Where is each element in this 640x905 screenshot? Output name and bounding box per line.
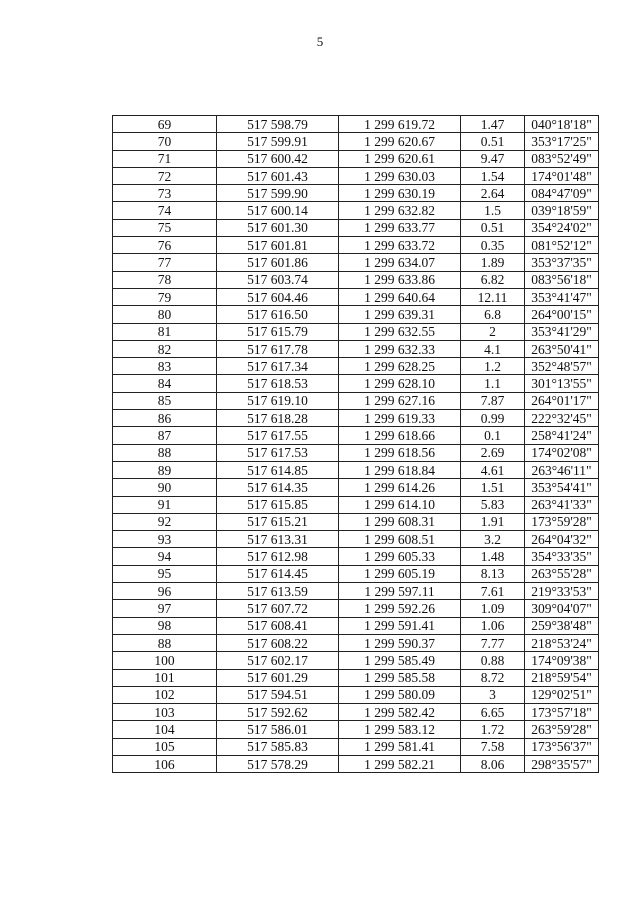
- point-number-cell: 69: [113, 116, 217, 133]
- x-coordinate-cell: 517 617.34: [217, 358, 339, 375]
- x-coordinate-cell: 517 612.98: [217, 548, 339, 565]
- table-row: [113, 340, 599, 357]
- bearing-cell: 173°56'37": [525, 738, 599, 755]
- x-coordinate-cell: 517 608.41: [217, 617, 339, 634]
- bearing-cell: 174°09'38": [525, 652, 599, 669]
- table-row: [113, 116, 599, 133]
- y-coordinate-cell: 1 299 614.26: [339, 479, 461, 496]
- distance-cell: 1.2: [461, 358, 525, 375]
- point-number-cell: 76: [113, 237, 217, 254]
- table-row: [113, 202, 599, 219]
- x-coordinate-cell: 517 601.30: [217, 219, 339, 236]
- bearing-cell: 263°41'33": [525, 496, 599, 513]
- bearing-cell: 258°41'24": [525, 427, 599, 444]
- point-number-cell: 83: [113, 358, 217, 375]
- distance-cell: 4.1: [461, 340, 525, 357]
- bearing-cell: 354°33'35": [525, 548, 599, 565]
- table-row: [113, 738, 599, 755]
- bearing-cell: 263°59'28": [525, 721, 599, 738]
- bearing-cell: 264°01'17": [525, 392, 599, 409]
- y-coordinate-cell: 1 299 608.31: [339, 513, 461, 530]
- point-number-cell: 100: [113, 652, 217, 669]
- y-coordinate-cell: 1 299 597.11: [339, 583, 461, 600]
- table-row: [113, 548, 599, 565]
- y-coordinate-cell: 1 299 633.77: [339, 219, 461, 236]
- point-number-cell: 90: [113, 479, 217, 496]
- table-row: [113, 323, 599, 340]
- y-coordinate-cell: 1 299 630.03: [339, 167, 461, 184]
- point-number-cell: 93: [113, 531, 217, 548]
- y-coordinate-cell: 1 299 618.66: [339, 427, 461, 444]
- point-number-cell: 84: [113, 375, 217, 392]
- distance-cell: 1.48: [461, 548, 525, 565]
- distance-cell: 7.61: [461, 583, 525, 600]
- table-row: [113, 583, 599, 600]
- page-number: 5: [316, 34, 324, 49]
- point-number-cell: 94: [113, 548, 217, 565]
- bearing-cell: 174°02'08": [525, 444, 599, 461]
- table-row: [113, 237, 599, 254]
- distance-cell: 1.54: [461, 167, 525, 184]
- y-coordinate-cell: 1 299 633.72: [339, 237, 461, 254]
- table-row: [113, 704, 599, 721]
- point-number-cell: 73: [113, 185, 217, 202]
- point-number-cell: 92: [113, 513, 217, 530]
- point-number-cell: 80: [113, 306, 217, 323]
- point-number-cell: 105: [113, 738, 217, 755]
- point-number-cell: 82: [113, 340, 217, 357]
- x-coordinate-cell: 517 578.29: [217, 755, 339, 772]
- x-coordinate-cell: 517 607.72: [217, 600, 339, 617]
- table-row: [113, 565, 599, 582]
- x-coordinate-cell: 517 614.45: [217, 565, 339, 582]
- bearing-cell: 222°32'45": [525, 410, 599, 427]
- x-coordinate-cell: 517 601.81: [217, 237, 339, 254]
- y-coordinate-cell: 1 299 582.42: [339, 704, 461, 721]
- point-number-cell: 96: [113, 583, 217, 600]
- bearing-cell: 219°33'53": [525, 583, 599, 600]
- bearing-cell: 218°59'54": [525, 669, 599, 686]
- distance-cell: 3.2: [461, 531, 525, 548]
- y-coordinate-cell: 1 299 614.10: [339, 496, 461, 513]
- x-coordinate-cell: 517 601.43: [217, 167, 339, 184]
- y-coordinate-cell: 1 299 591.41: [339, 617, 461, 634]
- table-row: [113, 150, 599, 167]
- y-coordinate-cell: 1 299 619.72: [339, 116, 461, 133]
- x-coordinate-cell: 517 618.28: [217, 410, 339, 427]
- bearing-cell: 039°18'59": [525, 202, 599, 219]
- table-row: [113, 669, 599, 686]
- distance-cell: 1.91: [461, 513, 525, 530]
- point-number-cell: 95: [113, 565, 217, 582]
- distance-cell: 9.47: [461, 150, 525, 167]
- bearing-cell: 264°00'15": [525, 306, 599, 323]
- x-coordinate-cell: 517 599.90: [217, 185, 339, 202]
- bearing-cell: 173°57'18": [525, 704, 599, 721]
- x-coordinate-cell: 517 592.62: [217, 704, 339, 721]
- bearing-cell: 353°37'35": [525, 254, 599, 271]
- point-number-cell: 79: [113, 288, 217, 305]
- distance-cell: 7.77: [461, 634, 525, 651]
- distance-cell: 1.47: [461, 116, 525, 133]
- distance-cell: 8.72: [461, 669, 525, 686]
- point-number-cell: 89: [113, 461, 217, 478]
- distance-cell: 2.64: [461, 185, 525, 202]
- point-number-cell: 88: [113, 444, 217, 461]
- point-number-cell: 91: [113, 496, 217, 513]
- bearing-cell: 301°13'55": [525, 375, 599, 392]
- x-coordinate-cell: 517 594.51: [217, 686, 339, 703]
- y-coordinate-cell: 1 299 628.25: [339, 358, 461, 375]
- table-row: [113, 634, 599, 651]
- bearing-cell: 263°46'11": [525, 461, 599, 478]
- table-row: [113, 219, 599, 236]
- y-coordinate-cell: 1 299 627.16: [339, 392, 461, 409]
- distance-cell: 8.06: [461, 755, 525, 772]
- table-row: [113, 686, 599, 703]
- y-coordinate-cell: 1 299 619.33: [339, 410, 461, 427]
- table-row: [113, 167, 599, 184]
- x-coordinate-cell: 517 613.59: [217, 583, 339, 600]
- point-number-cell: 88: [113, 634, 217, 651]
- y-coordinate-cell: 1 299 639.31: [339, 306, 461, 323]
- distance-cell: 1.89: [461, 254, 525, 271]
- y-coordinate-cell: 1 299 632.33: [339, 340, 461, 357]
- distance-cell: 12.11: [461, 288, 525, 305]
- y-coordinate-cell: 1 299 620.61: [339, 150, 461, 167]
- bearing-cell: 353°41'29": [525, 323, 599, 340]
- point-number-cell: 85: [113, 392, 217, 409]
- y-coordinate-cell: 1 299 630.19: [339, 185, 461, 202]
- bearing-cell: 084°47'09": [525, 185, 599, 202]
- x-coordinate-cell: 517 617.78: [217, 340, 339, 357]
- y-coordinate-cell: 1 299 618.84: [339, 461, 461, 478]
- distance-cell: 3: [461, 686, 525, 703]
- distance-cell: 7.87: [461, 392, 525, 409]
- x-coordinate-cell: 517 601.29: [217, 669, 339, 686]
- bearing-cell: 040°18'18": [525, 116, 599, 133]
- point-number-cell: 70: [113, 133, 217, 150]
- y-coordinate-cell: 1 299 585.58: [339, 669, 461, 686]
- y-coordinate-cell: 1 299 618.56: [339, 444, 461, 461]
- point-number-cell: 81: [113, 323, 217, 340]
- x-coordinate-cell: 517 616.50: [217, 306, 339, 323]
- table-row: [113, 427, 599, 444]
- table-row: [113, 513, 599, 530]
- bearing-cell: 352°48'57": [525, 358, 599, 375]
- point-number-cell: 78: [113, 271, 217, 288]
- y-coordinate-cell: 1 299 605.19: [339, 565, 461, 582]
- distance-cell: 0.88: [461, 652, 525, 669]
- distance-cell: 0.51: [461, 133, 525, 150]
- distance-cell: 1.5: [461, 202, 525, 219]
- x-coordinate-cell: 517 599.91: [217, 133, 339, 150]
- bearing-cell: 309°04'07": [525, 600, 599, 617]
- point-number-cell: 71: [113, 150, 217, 167]
- point-number-cell: 75: [113, 219, 217, 236]
- y-coordinate-cell: 1 299 634.07: [339, 254, 461, 271]
- distance-cell: 5.83: [461, 496, 525, 513]
- distance-cell: 2.69: [461, 444, 525, 461]
- table-row: [113, 755, 599, 772]
- point-number-cell: 102: [113, 686, 217, 703]
- bearing-cell: 354°24'02": [525, 219, 599, 236]
- point-number-cell: 98: [113, 617, 217, 634]
- distance-cell: 8.13: [461, 565, 525, 582]
- distance-cell: 6.8: [461, 306, 525, 323]
- table-row: [113, 410, 599, 427]
- x-coordinate-cell: 517 598.79: [217, 116, 339, 133]
- table-row: [113, 271, 599, 288]
- y-coordinate-cell: 1 299 620.67: [339, 133, 461, 150]
- coordinates-table-body: [113, 116, 599, 773]
- y-coordinate-cell: 1 299 640.64: [339, 288, 461, 305]
- table-row: [113, 254, 599, 271]
- x-coordinate-cell: 517 613.31: [217, 531, 339, 548]
- bearing-cell: 298°35'57": [525, 755, 599, 772]
- point-number-cell: 87: [113, 427, 217, 444]
- x-coordinate-cell: 517 618.53: [217, 375, 339, 392]
- x-coordinate-cell: 517 614.85: [217, 461, 339, 478]
- distance-cell: 0.99: [461, 410, 525, 427]
- y-coordinate-cell: 1 299 592.26: [339, 600, 461, 617]
- distance-cell: 0.35: [461, 237, 525, 254]
- distance-cell: 1.09: [461, 600, 525, 617]
- bearing-cell: 173°59'28": [525, 513, 599, 530]
- y-coordinate-cell: 1 299 590.37: [339, 634, 461, 651]
- y-coordinate-cell: 1 299 632.82: [339, 202, 461, 219]
- distance-cell: 6.65: [461, 704, 525, 721]
- y-coordinate-cell: 1 299 605.33: [339, 548, 461, 565]
- x-coordinate-cell: 517 615.21: [217, 513, 339, 530]
- y-coordinate-cell: 1 299 633.86: [339, 271, 461, 288]
- distance-cell: 1.1: [461, 375, 525, 392]
- point-number-cell: 104: [113, 721, 217, 738]
- table-row: [113, 306, 599, 323]
- bearing-cell: 083°56'18": [525, 271, 599, 288]
- y-coordinate-cell: 1 299 632.55: [339, 323, 461, 340]
- x-coordinate-cell: 517 615.85: [217, 496, 339, 513]
- table-row: [113, 600, 599, 617]
- y-coordinate-cell: 1 299 585.49: [339, 652, 461, 669]
- table-row: [113, 358, 599, 375]
- point-number-cell: 86: [113, 410, 217, 427]
- bearing-cell: 353°54'41": [525, 479, 599, 496]
- distance-cell: 2: [461, 323, 525, 340]
- table-row: [113, 652, 599, 669]
- y-coordinate-cell: 1 299 581.41: [339, 738, 461, 755]
- bearing-cell: 174°01'48": [525, 167, 599, 184]
- x-coordinate-cell: 517 602.17: [217, 652, 339, 669]
- table-row: [113, 617, 599, 634]
- x-coordinate-cell: 517 617.55: [217, 427, 339, 444]
- distance-cell: 1.06: [461, 617, 525, 634]
- table-row: [113, 288, 599, 305]
- point-number-cell: 77: [113, 254, 217, 271]
- x-coordinate-cell: 517 601.86: [217, 254, 339, 271]
- point-number-cell: 101: [113, 669, 217, 686]
- point-number-cell: 74: [113, 202, 217, 219]
- x-coordinate-cell: 517 600.42: [217, 150, 339, 167]
- point-number-cell: 72: [113, 167, 217, 184]
- bearing-cell: 353°17'25": [525, 133, 599, 150]
- bearing-cell: 263°55'28": [525, 565, 599, 582]
- bearing-cell: 263°50'41": [525, 340, 599, 357]
- bearing-cell: 129°02'51": [525, 686, 599, 703]
- table-row: [113, 444, 599, 461]
- table-row: [113, 133, 599, 150]
- x-coordinate-cell: 517 614.35: [217, 479, 339, 496]
- x-coordinate-cell: 517 585.83: [217, 738, 339, 755]
- distance-cell: 0.1: [461, 427, 525, 444]
- table-row: [113, 185, 599, 202]
- bearing-cell: 081°52'12": [525, 237, 599, 254]
- y-coordinate-cell: 1 299 583.12: [339, 721, 461, 738]
- bearing-cell: 218°53'24": [525, 634, 599, 651]
- x-coordinate-cell: 517 619.10: [217, 392, 339, 409]
- coordinates-table: [112, 115, 599, 773]
- point-number-cell: 103: [113, 704, 217, 721]
- x-coordinate-cell: 517 603.74: [217, 271, 339, 288]
- table-row: [113, 479, 599, 496]
- x-coordinate-cell: 517 604.46: [217, 288, 339, 305]
- table-row: [113, 721, 599, 738]
- table-row: [113, 496, 599, 513]
- point-number-cell: 106: [113, 755, 217, 772]
- y-coordinate-cell: 1 299 608.51: [339, 531, 461, 548]
- bearing-cell: 259°38'48": [525, 617, 599, 634]
- distance-cell: 4.61: [461, 461, 525, 478]
- distance-cell: 1.72: [461, 721, 525, 738]
- distance-cell: 6.82: [461, 271, 525, 288]
- x-coordinate-cell: 517 586.01: [217, 721, 339, 738]
- table-row: [113, 375, 599, 392]
- x-coordinate-cell: 517 617.53: [217, 444, 339, 461]
- x-coordinate-cell: 517 600.14: [217, 202, 339, 219]
- y-coordinate-cell: 1 299 580.09: [339, 686, 461, 703]
- table-row: [113, 392, 599, 409]
- x-coordinate-cell: 517 608.22: [217, 634, 339, 651]
- bearing-cell: 353°41'47": [525, 288, 599, 305]
- distance-cell: 7.58: [461, 738, 525, 755]
- y-coordinate-cell: 1 299 582.21: [339, 755, 461, 772]
- table-row: [113, 461, 599, 478]
- distance-cell: 0.51: [461, 219, 525, 236]
- y-coordinate-cell: 1 299 628.10: [339, 375, 461, 392]
- table-row: [113, 531, 599, 548]
- x-coordinate-cell: 517 615.79: [217, 323, 339, 340]
- bearing-cell: 264°04'32": [525, 531, 599, 548]
- bearing-cell: 083°52'49": [525, 150, 599, 167]
- point-number-cell: 97: [113, 600, 217, 617]
- distance-cell: 1.51: [461, 479, 525, 496]
